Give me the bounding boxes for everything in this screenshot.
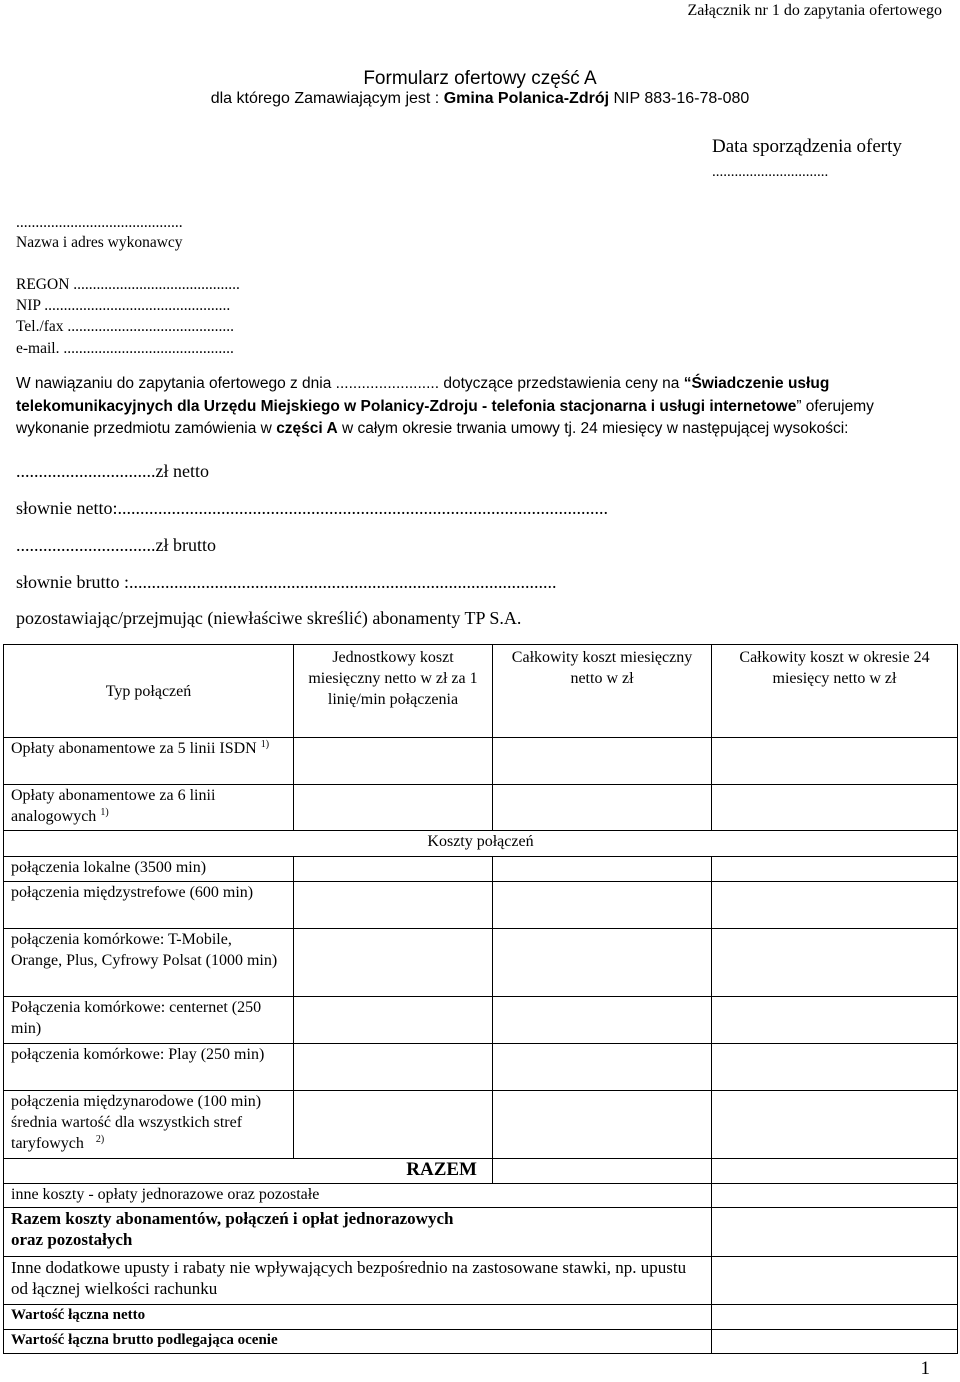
razem-label: RAZEM: [4, 1159, 493, 1183]
table-cell[interactable]: [493, 881, 712, 928]
table-cell[interactable]: [712, 1183, 958, 1207]
table-cell[interactable]: [294, 856, 493, 881]
table-cell[interactable]: [493, 997, 712, 1044]
intro-part-name: części A: [276, 420, 338, 437]
table-cell[interactable]: [712, 997, 958, 1044]
row-isdn-label: Opłaty abonamentowe za 5 linii ISDN $^{1)}$: [4, 738, 294, 785]
table-cell[interactable]: [712, 928, 958, 997]
table-cell[interactable]: [294, 881, 493, 928]
table-cell[interactable]: [712, 881, 958, 928]
section-calls-label: Koszty połączeń: [4, 831, 958, 856]
table-cell[interactable]: [712, 856, 958, 881]
table-cell[interactable]: [712, 1159, 958, 1183]
offer-date-field[interactable]: ...............................: [712, 164, 829, 180]
nip-field[interactable]: NIP ................................................: [16, 297, 231, 314]
table-row: [4, 856, 958, 881]
attachment-label: Załącznik nr 1 do zapytania ofertowego: [687, 2, 942, 19]
table-row: [4, 1183, 958, 1207]
intro-text-1: W nawiązaniu do zapytania ofertowego z dnia ........................ dotyczące przedstawienia ceny na: [16, 375, 684, 392]
table-row: [4, 1159, 958, 1183]
section-row: [4, 831, 958, 856]
table-cell[interactable]: [712, 738, 958, 785]
row-intercity-label: połączenia międzystrefowe (600 min): [4, 881, 294, 928]
amount-netto-field[interactable]: ...............................zł netto: [16, 461, 209, 481]
contractor-name-field[interactable]: ...........................................: [16, 214, 183, 231]
table-cell[interactable]: [294, 928, 493, 997]
table-cell[interactable]: [493, 1090, 712, 1159]
cost-table: [3, 644, 958, 1354]
offer-date-label: Data sporządzenia oferty: [712, 136, 902, 157]
table-row: [4, 738, 958, 785]
table-cell[interactable]: [712, 1305, 958, 1329]
table-cell[interactable]: [294, 1043, 493, 1090]
intro-service-name: “Świadczenie usług telekomunikacyjnych dla Urzędu Miejskiego w Polanicy-Zdroju - telefonia stacjonarna i usługi internetowe: [16, 375, 830, 415]
table-cell[interactable]: [712, 1208, 958, 1257]
table-row: [4, 1329, 958, 1353]
contractor-name-label: Nazwa i adres wykonawcy: [16, 234, 183, 251]
table-cell[interactable]: [712, 1090, 958, 1159]
subtitle-nip: NIP 883-16-78-080: [609, 90, 750, 107]
table-cell[interactable]: [712, 784, 958, 831]
table-header-row: [4, 645, 958, 738]
row-mobile-label: połączenia komórkowe: T-Mobile, Orange, Plus, Cyfrowy Polsat (1000 min): [4, 928, 294, 997]
row-analog-label: Opłaty abonamentowe za 6 linii analogowych $^{1)}$: [4, 784, 294, 831]
table-cell[interactable]: [294, 1090, 493, 1159]
table-cell[interactable]: [294, 997, 493, 1044]
table-cell[interactable]: [493, 784, 712, 831]
row-play-label: połączenia komórkowe: Play (250 min): [4, 1043, 294, 1090]
ordering-party: Gmina Polanica-Zdrój: [443, 90, 610, 107]
subtitle-prefix: dla którego Zamawiającym jest :: [210, 90, 444, 107]
table-cell[interactable]: [712, 1043, 958, 1090]
amount-netto-words-field[interactable]: słownie netto:.............................................................................................................: [16, 498, 608, 518]
intro-text-3: w całym okresie trwania umowy tj. 24 miesięcy w następującej wysokości:: [337, 420, 849, 437]
table-cell[interactable]: [493, 1043, 712, 1090]
row-value-netto-label: Wartość łączna netto: [4, 1305, 712, 1329]
table-cell[interactable]: [294, 738, 493, 785]
table-cell[interactable]: [712, 1256, 958, 1305]
amount-brutto-field[interactable]: ...............................zł brutto: [16, 535, 216, 555]
row-discounts-label: Inne dodatkowe upusty i rabaty nie wpływających bezpośrednio na zastosowane stawki, np. upustu od łącznej wielkości rachunku: [4, 1256, 712, 1305]
page-number: 1: [920, 1358, 930, 1379]
amount-brutto-words-field[interactable]: słownie brutto :...............................................................................................: [16, 572, 557, 592]
table-row: [4, 997, 958, 1044]
email-field[interactable]: e-mail. ............................................: [16, 340, 234, 357]
table-row: [4, 1208, 958, 1257]
form-title: Formularz ofertowy część A: [363, 68, 597, 89]
intro-text-2: ” oferujemy wykonanie przedmiotu zamówienia w: [16, 397, 874, 437]
table-row: [4, 784, 958, 831]
table-cell[interactable]: [712, 1329, 958, 1353]
header-total-cost: Całkowity koszt w okresie 24 miesięcy netto w zł: [712, 645, 958, 738]
table-row: [4, 1256, 958, 1305]
header-type: Typ połączeń: [4, 645, 294, 738]
table-cell[interactable]: [493, 856, 712, 881]
row-international-label: połączenia międzynarodowe (100 min) średnia wartość dla wszystkich stref taryfowych $^{2)}$: [4, 1090, 294, 1159]
header-unit-cost: Jednostkowy koszt miesięczny netto w zł za 1 linię/min połączenia: [294, 645, 493, 738]
table-row: [4, 1043, 958, 1090]
table-cell[interactable]: [493, 1159, 712, 1183]
header-monthly-cost: Całkowity koszt miesięczny netto w zł: [493, 645, 712, 738]
tel-fax-field[interactable]: Tel./fax ...........................................: [16, 318, 235, 335]
table-row: [4, 1305, 958, 1329]
subscriptions-note: pozostawiając/przejmując (niewłaściwe skreślić) abonamenty TP S.A.: [16, 608, 522, 628]
row-other-label: inne koszty - opłaty jednorazowe oraz pozostałe: [4, 1183, 712, 1207]
row-centernet-label: Połączenia komórkowe: centernet (250 min): [4, 997, 294, 1044]
offer-intro-paragraph: [16, 373, 921, 441]
table-row: [4, 881, 958, 928]
table-cell[interactable]: [294, 784, 493, 831]
table-row: [4, 928, 958, 997]
table-row: [4, 1090, 958, 1159]
table-cell[interactable]: [493, 738, 712, 785]
row-value-brutto-label: Wartość łączna brutto podlegająca ocenie: [4, 1329, 712, 1353]
row-local-label: połączenia lokalne (3500 min): [4, 856, 294, 881]
row-total-costs-label: Razem koszty abonamentów, połączeń i opłat jednorazowych oraz pozostałych: [4, 1208, 712, 1257]
table-cell[interactable]: [493, 928, 712, 997]
regon-field[interactable]: REGON ...........................................: [16, 276, 240, 293]
form-subtitle: [0, 90, 960, 108]
